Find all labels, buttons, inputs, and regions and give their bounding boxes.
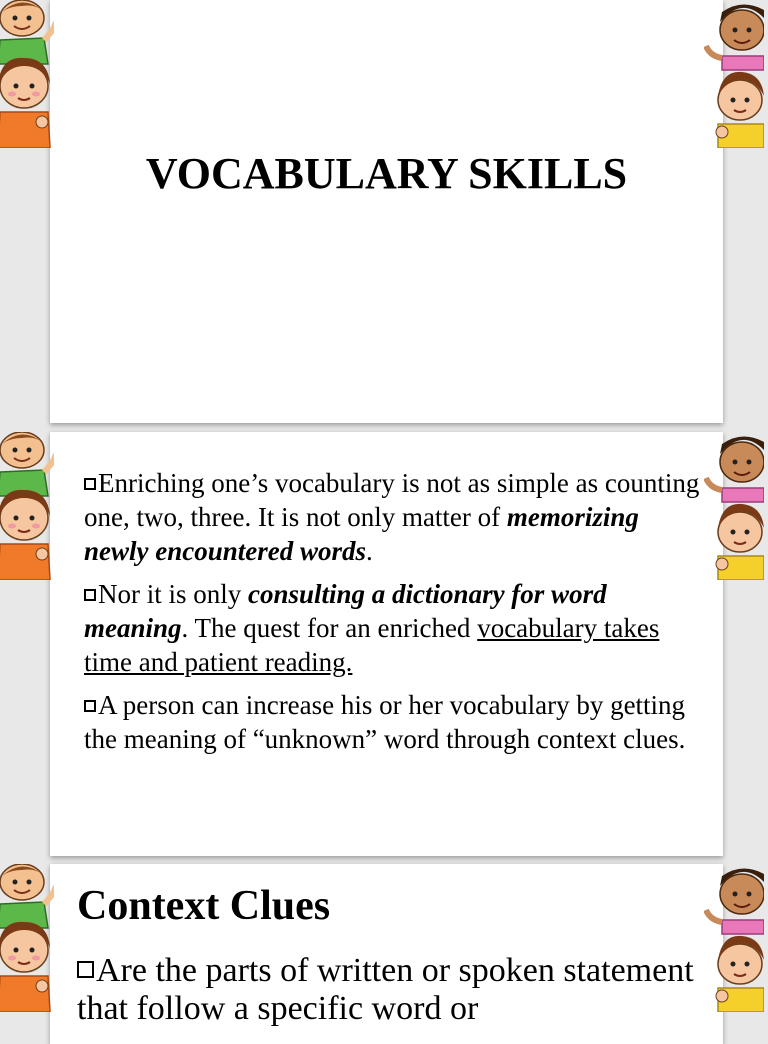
slide-title: VOCABULARY SKILLS — [145, 149, 628, 198]
bullet-text: Enriching one’s vocabulary is not as simple as counting one, two, three. It is not only matter of — [84, 468, 700, 532]
bullet-emphasis: memorizing newly encountered words — [84, 502, 639, 566]
bullet-text: . The quest for an enriched — [181, 613, 478, 643]
cartoon-children-icon — [704, 0, 764, 148]
cartoon-children-icon — [0, 864, 54, 1012]
bullet-item — [72, 466, 702, 568]
checkbox-bullet-icon — [84, 478, 96, 490]
cartoon-children-icon — [0, 0, 54, 148]
bullet-text: A person can increase his or her vocabulary by getting the meaning of “unknown” word through context clues. — [84, 690, 686, 754]
bullet-list — [72, 466, 702, 765]
cartoon-children-icon — [0, 432, 54, 580]
bullet-text: Are the parts of written or spoken statement that follow a specific word or — [77, 952, 694, 1027]
slide-2 — [50, 432, 723, 856]
checkbox-bullet-icon — [84, 700, 96, 712]
cartoon-children-icon — [704, 432, 764, 580]
slide-heading: Context Clues — [77, 883, 331, 929]
slide-1 — [50, 0, 723, 423]
cartoon-children-icon — [704, 864, 764, 1012]
bullet-text: . — [366, 536, 373, 566]
checkbox-bullet-icon — [77, 961, 94, 978]
bullet-item — [72, 688, 702, 756]
bullet-item — [72, 577, 702, 679]
bullet-text: Nor it is only — [98, 579, 249, 609]
bullet-item — [77, 952, 697, 1028]
bullet-underlined: vocabulary takes time and patient reading. — [84, 613, 660, 677]
slide-3 — [50, 864, 723, 1044]
checkbox-bullet-icon — [84, 589, 96, 601]
bullet-emphasis: consulting a dictionary for word meaning — [84, 579, 607, 643]
